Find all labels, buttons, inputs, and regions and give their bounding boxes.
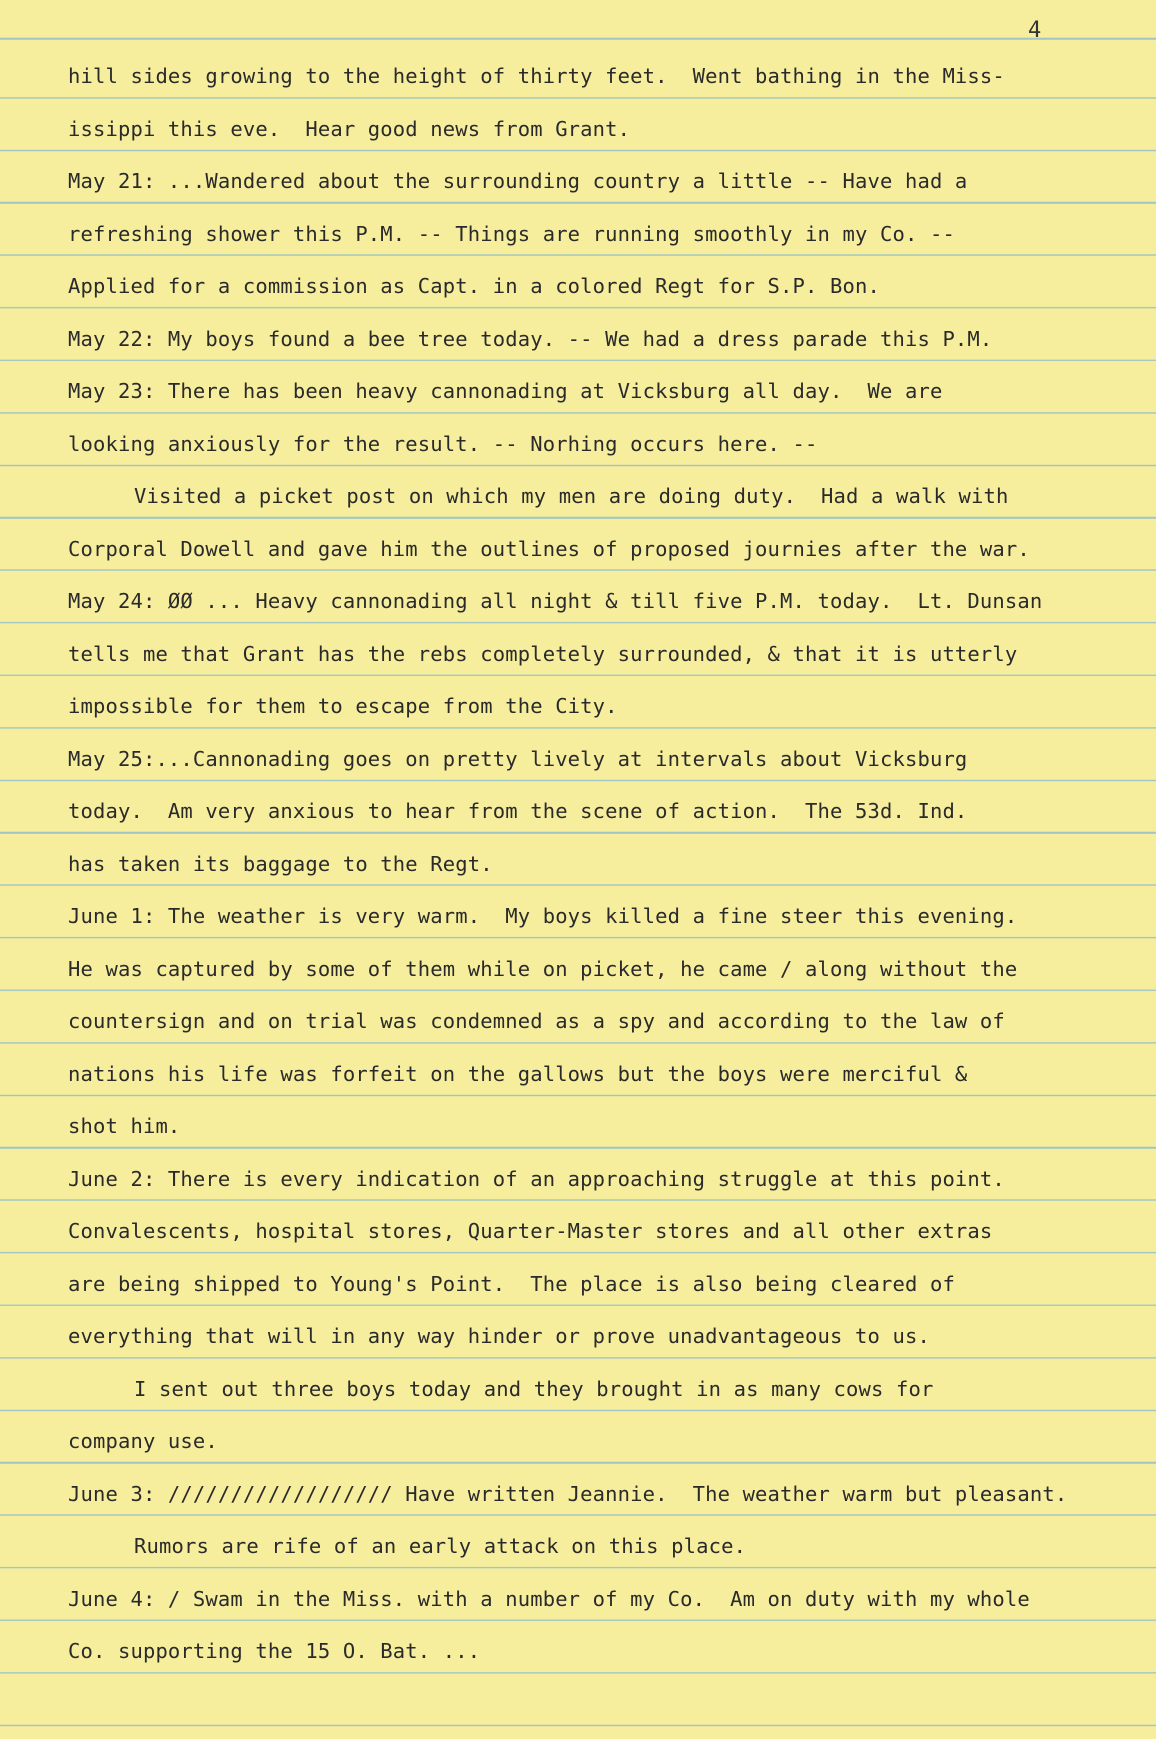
- text-line: May 22: My boys found a bee tree today. -- We had a dress parade this P.M.: [68, 326, 993, 351]
- text-line: May 21: ...Wandered about the surrounding country a little -- Have had a: [68, 169, 968, 193]
- text-line: Corporal Dowell and gave him the outlines of proposed journies after the war.: [68, 536, 1030, 561]
- text-line: tells me that Grant has the rebs completely surrounded, & that it is utterly: [68, 641, 1018, 666]
- text-line: May 25:...Cannonading goes on pretty lively at intervals about Vicksburg: [68, 746, 968, 771]
- text-line: June 2: There is every indication of an approaching struggle at this point.: [68, 1166, 1005, 1191]
- text-line: today. Am very anxious to hear from the scene of action. The 53d. Ind.: [68, 799, 968, 823]
- text-line: Visited a picket post on which my men are doing duty. Had a walk with: [134, 484, 1009, 508]
- text-line: I sent out three boys today and they brought in as many cows for: [134, 1376, 934, 1401]
- typed-text-body: [68, 62, 1138, 1690]
- text-line: impossible for them to escape from the City.: [68, 694, 618, 718]
- text-line: June 1: The weather is very warm. My boys killed a fine steer this evening.: [68, 904, 1018, 928]
- text-line: Co. supporting the 15 O. Bat. ...: [68, 1639, 481, 1663]
- text-line: May 23: There has been heavy cannonading at Vicksburg all day. We are: [68, 379, 943, 403]
- text-line: refreshing shower this P.M. -- Things are running smoothly in my Co. --: [68, 221, 955, 246]
- text-line: everything that will in any way hinder or prove unadvantageous to us.: [68, 1324, 930, 1348]
- text-line: has taken its baggage to the Regt.: [68, 851, 493, 876]
- text-line: May 24: ØØ ... Heavy cannonading all night & till five P.M. today. Lt. Dunsan: [68, 589, 1043, 613]
- text-line: He was captured by some of them while on picket, he came / along without the: [68, 956, 1018, 981]
- text-line: looking anxiously for the result. -- Norhing occurs here. --: [68, 431, 818, 456]
- text-line: June 3: ////////////////// Have written Jeannie. The weather warm but pleasant.: [68, 1481, 1068, 1506]
- text-line: Rumors are rife of an early attack on this place.: [134, 1534, 747, 1558]
- text-line: nations his life was forfeit on the gallows but the boys were merciful &: [68, 1061, 968, 1086]
- text-line: company use.: [68, 1429, 218, 1453]
- text-line: Convalescents, hospital stores, Quarter-Master stores and all other extras: [68, 1219, 993, 1243]
- text-line: hill sides growing to the height of thirty feet. Went bathing in the Miss-: [68, 64, 1005, 88]
- page-number: 4: [1028, 18, 1042, 43]
- text-line: are being shipped to Young's Point. The place is also being cleared of: [68, 1271, 955, 1296]
- text-line: shot him.: [68, 1114, 181, 1138]
- text-line: issippi this eve. Hear good news from Grant.: [68, 116, 631, 141]
- text-line: June 4: / Swam in the Miss. with a number of my Co. Am on duty with my whole: [68, 1586, 1030, 1611]
- text-line: Applied for a commission as Capt. in a colored Regt for S.P. Bon.: [68, 274, 880, 298]
- text-line: countersign and on trial was condemned as a spy and according to the law of: [68, 1009, 1005, 1033]
